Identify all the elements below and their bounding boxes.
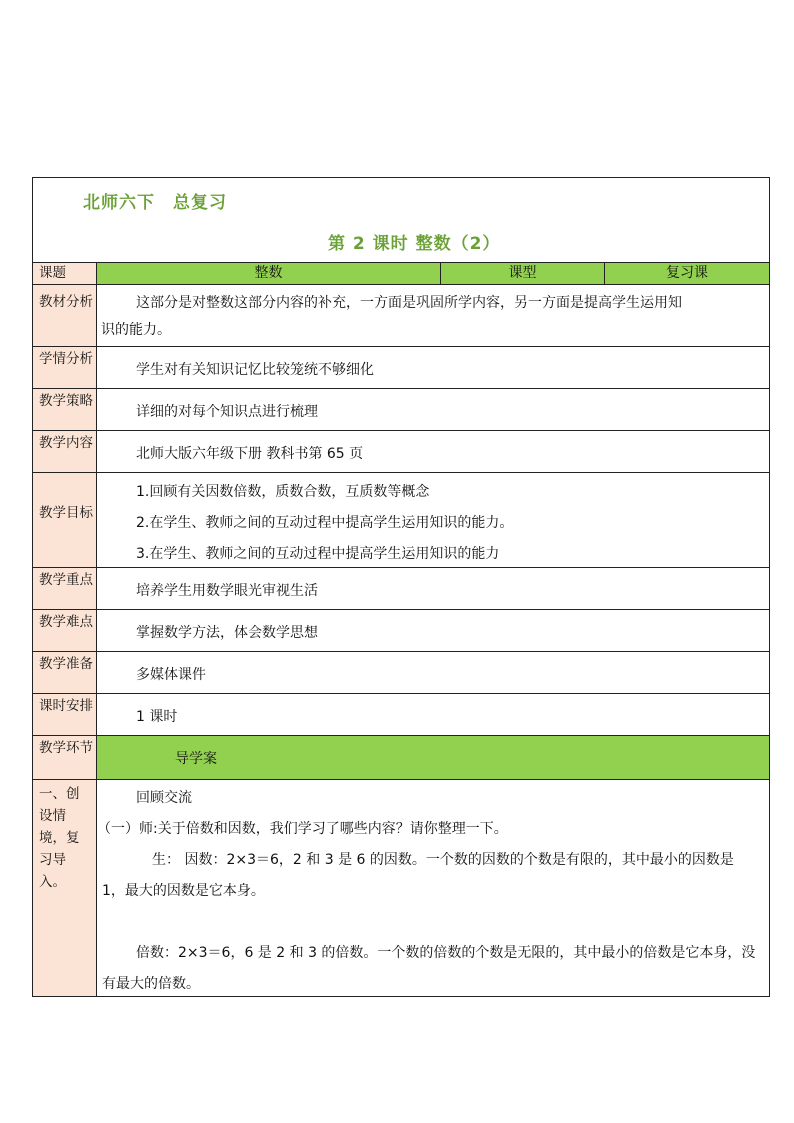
row-content [97, 780, 769, 996]
row-label: 教材分析 [33, 285, 97, 346]
lesson-type-label: 课型 [441, 263, 605, 284]
row-warmup [33, 779, 769, 996]
row-label: 教学目标 [33, 473, 97, 567]
row-textbook-analysis [33, 284, 769, 346]
paragraph-teacher-question: （一）师:关于倍数和因数，我们学习了哪些内容？请你整理一下。 [97, 821, 508, 837]
row-difficulties [33, 609, 769, 651]
row-content [97, 610, 769, 651]
row-label: 教学环节 [33, 736, 97, 779]
row-content [97, 568, 769, 609]
row-content [97, 347, 769, 388]
lesson-title: 第 2 课时 整数（2） [328, 234, 501, 254]
topic-row [33, 262, 769, 284]
content-line: 3.在学生、教师之间的互动过程中提高学生运用知识的能力 [136, 546, 500, 562]
content-line: 培养学生用数学眼光审视生活 [136, 583, 318, 599]
row-label: 教学准备 [33, 652, 97, 693]
content-line: 掌握数学方法，体会数学思想 [136, 625, 318, 641]
row-schedule [33, 693, 769, 735]
section-title: 导学案 [175, 751, 217, 767]
row-label: 教学内容 [33, 431, 97, 472]
content-line: 2.在学生、教师之间的互动过程中提高学生运用知识的能力。 [136, 515, 514, 531]
section-header [97, 736, 769, 779]
row-teaching-section [33, 735, 769, 779]
row-label: 教学策略 [33, 389, 97, 430]
content-line: 学生对有关知识记忆比较笼统不够细化 [136, 362, 374, 378]
row-label: 教学重点 [33, 568, 97, 609]
row-key-points [33, 567, 769, 609]
row-content [97, 694, 769, 735]
paragraph-factors: 生： 因数：2×3＝6，2 和 3 是 6 的因数。一个数的因数的个数是有限的，其中最小的因数是 1，最大的因数是它本身。 [102, 852, 734, 899]
content-line: 1 课时 [136, 709, 178, 725]
row-student-analysis [33, 346, 769, 388]
content-line: 识的能力。 [101, 322, 171, 338]
topic-label: 课题 [33, 263, 97, 284]
row-content [97, 389, 769, 430]
content-line: 北师大版六年级下册 教科书第 65 页 [136, 446, 364, 462]
row-content [97, 473, 769, 567]
series-title: 北师六下 总复习 [83, 193, 227, 213]
row-teaching-content [33, 430, 769, 472]
content-line: 1.回顾有关因数倍数，质数合数，互质数等概念 [136, 484, 430, 500]
paragraph-review: 回顾交流 [136, 790, 192, 806]
row-preparation [33, 651, 769, 693]
topic-value: 整数 [97, 263, 441, 284]
row-label: 课时安排 [33, 694, 97, 735]
row-content [97, 431, 769, 472]
row-label: 教学难点 [33, 610, 97, 651]
content-line: 详细的对每个知识点进行梳理 [136, 404, 318, 420]
lesson-plan-table [32, 177, 770, 997]
row-label: 一、创设情境，复习导入。 [33, 780, 97, 996]
row-teaching-strategy [33, 388, 769, 430]
title-block [33, 178, 769, 262]
row-content [97, 285, 769, 346]
row-teaching-goals [33, 472, 769, 567]
content-line: 多媒体课件 [136, 667, 206, 683]
lesson-type-value: 复习课 [605, 263, 769, 284]
row-label: 学情分析 [33, 347, 97, 388]
row-content [97, 652, 769, 693]
paragraph-multiples: 倍数：2×3＝6，6 是 2 和 3 的倍数。一个数的倍数的个数是无限的，其中最小的倍数是它本身，没有最大的倍数。 [102, 945, 756, 992]
content-line: 这部分是对整数这部分内容的补充，一方面是巩固所学内容，另一方面是提高学生运用知 [136, 295, 682, 311]
